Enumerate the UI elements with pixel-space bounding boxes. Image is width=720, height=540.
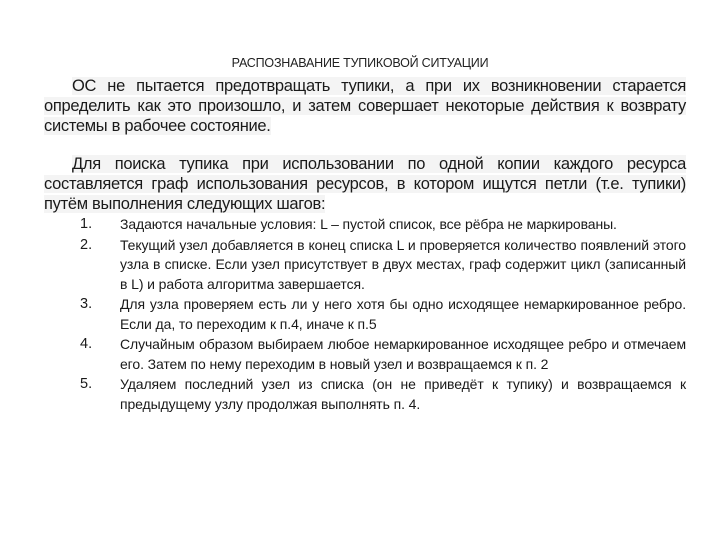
step-number: 3. xyxy=(80,296,93,312)
list-item xyxy=(80,295,686,334)
step-number: 4. xyxy=(80,336,93,352)
intro-paragraph-text: ОС не пытается предотвращать тупики, а при их возникновении старается определить как это произошло, и затем совершает некоторые действия к возврату системы в рабочее состояние. xyxy=(44,77,686,135)
step-text: Для узла проверяем есть ли у него хотя бы одно исходящее немаркированное ребро. Если да, то переходим к п.4, иначе к п.5 xyxy=(120,296,686,332)
slide-title: РАСПОЗНАВАНИЕ ТУПИКОВОЙ СИТУАЦИИ xyxy=(231,56,489,70)
list-item xyxy=(80,335,686,374)
step-text: Задаются начальные условия: L – пустой список, все рёбра не маркированы. xyxy=(120,216,617,232)
list-item xyxy=(80,215,686,235)
list-item xyxy=(80,375,686,414)
step-text: Случайным образом выбираем любое немаркированное исходящее ребро и отмечаем его. Затем по нему переходим в новый узел и возвращаемся к п. 2 xyxy=(120,336,686,372)
steps-list xyxy=(80,215,686,415)
method-paragraph-text: Для поиска тупика при использовании по одной копии каждого ресурса составляется граф использования ресурсов, в котором ищутся петли (т.е. тупики) путём выполнения следующих шагов: xyxy=(44,155,686,213)
step-text: Текущий узел добавляется в конец списка L и проверяется количество появлений этого узла в списке. Если узел присутствует в двух местах, граф содержит цикл (записанный в L) и работа алгоритма завершается. xyxy=(120,236,686,292)
list-item xyxy=(80,236,686,295)
step-number: 5. xyxy=(80,376,93,392)
method-paragraph xyxy=(44,154,686,214)
step-number: 2. xyxy=(80,236,93,253)
intro-paragraph xyxy=(44,76,686,136)
step-number: 1. xyxy=(80,216,93,232)
step-text: Удаляем последний узел из списка (он не приведёт к тупику) и возвращаемся к предыдущему узлу продолжая выполнять п. 4. xyxy=(120,376,686,412)
